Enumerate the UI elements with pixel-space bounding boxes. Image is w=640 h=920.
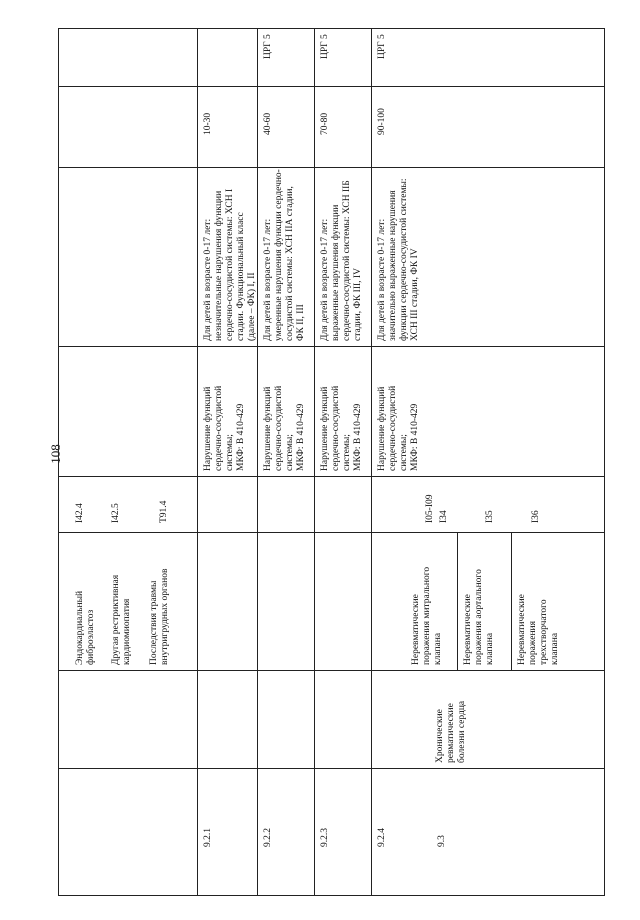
criteria-cell: Для детей в возрасте 0-17 лет: умеренные нарушения функции сердечно- сосудистой системы: ХСН IIА стадии, ФК II, III (263, 169, 306, 341)
sub-row-border (457, 533, 458, 671)
subitem-name: Неревматические поражения аортального клапана (463, 569, 495, 665)
subitem-code: I36 (531, 510, 541, 523)
subitem-name: Неревматические поражения митрального клапана (411, 566, 443, 665)
note-cell: ЦРГ 5 (263, 34, 273, 59)
note-cell: ЦРГ 5 (320, 34, 330, 59)
criteria-cell: Для детей в возрасте 0-17 лет: незначительные нарушения функции сердечно-сосудистой системы: ХСН I стадии. Функциональный класс (далее – ФК) I, II (203, 188, 257, 341)
row-border (371, 29, 372, 895)
col-border (59, 346, 604, 347)
percent-cell: 90-100 (377, 108, 387, 135)
continuation-name: Эндокардиальный фиброэластоз (75, 590, 96, 665)
col-border (59, 167, 604, 168)
impairment-cell: Нарушение функций сердечно-сосудистой системы; МКФ: В 410-429 (203, 385, 246, 471)
impairment-cell: Нарушение функций сердечно-сосудистой системы; МКФ: В 410-429 (320, 385, 363, 471)
row-number: 9.3 (437, 835, 447, 847)
continuation-code: T91.4 (159, 500, 169, 523)
criteria-cell: Для детей в возрасте 0-17 лет: выраженные нарушения функции сердечно-сосудистой системы: ХСН IIБ стадии, ФК III, IV (320, 180, 363, 341)
subitem-code: I34 (439, 510, 449, 523)
page-number: 108 (48, 444, 63, 464)
percent-cell: 40-60 (263, 112, 273, 135)
criteria-cell: Для детей в возрасте 0-17 лет: значительно выраженные нарушения функции сердечно-сосудистой системы: ХСН III стадии, ФК IV (377, 178, 420, 341)
continuation-name: Другая рестриктивная кардиомиопатия (111, 574, 132, 665)
col-border (59, 670, 604, 671)
row-border (314, 29, 315, 895)
percent-cell: 10-30 (203, 112, 213, 135)
col-border (59, 476, 604, 477)
row-number: 9.2.2 (263, 828, 273, 847)
row-number: 9.2.4 (377, 828, 387, 847)
subitem-name: Неревматические поражения трехстворчатого клапана (517, 594, 560, 665)
col-border (59, 768, 604, 769)
row-border (257, 29, 258, 895)
col-border (59, 86, 604, 87)
subitem-code: I35 (485, 510, 495, 523)
continuation-code: I42.5 (111, 503, 121, 523)
note-cell: ЦРГ 5 (377, 34, 387, 59)
classification-table (58, 28, 605, 896)
row-number: 9.2.3 (320, 828, 330, 847)
row-border (197, 29, 198, 895)
percent-cell: 70-80 (320, 112, 330, 135)
continuation-code: I42.4 (75, 503, 85, 523)
group-code: I05-I09 (425, 494, 435, 523)
sub-row-border (511, 533, 512, 671)
continuation-name: Последствия травмы внутригрудных органов (149, 568, 170, 665)
group-name: Хронические ревматические болезни сердца (435, 700, 467, 763)
col-border (59, 532, 604, 533)
impairment-cell: Нарушение функций сердечно-сосудистой системы; МКФ: В 410-429 (377, 385, 420, 471)
impairment-cell: Нарушение функций сердечно-сосудистой системы; МКФ: В 410-429 (263, 385, 306, 471)
row-number: 9.2.1 (203, 828, 213, 847)
